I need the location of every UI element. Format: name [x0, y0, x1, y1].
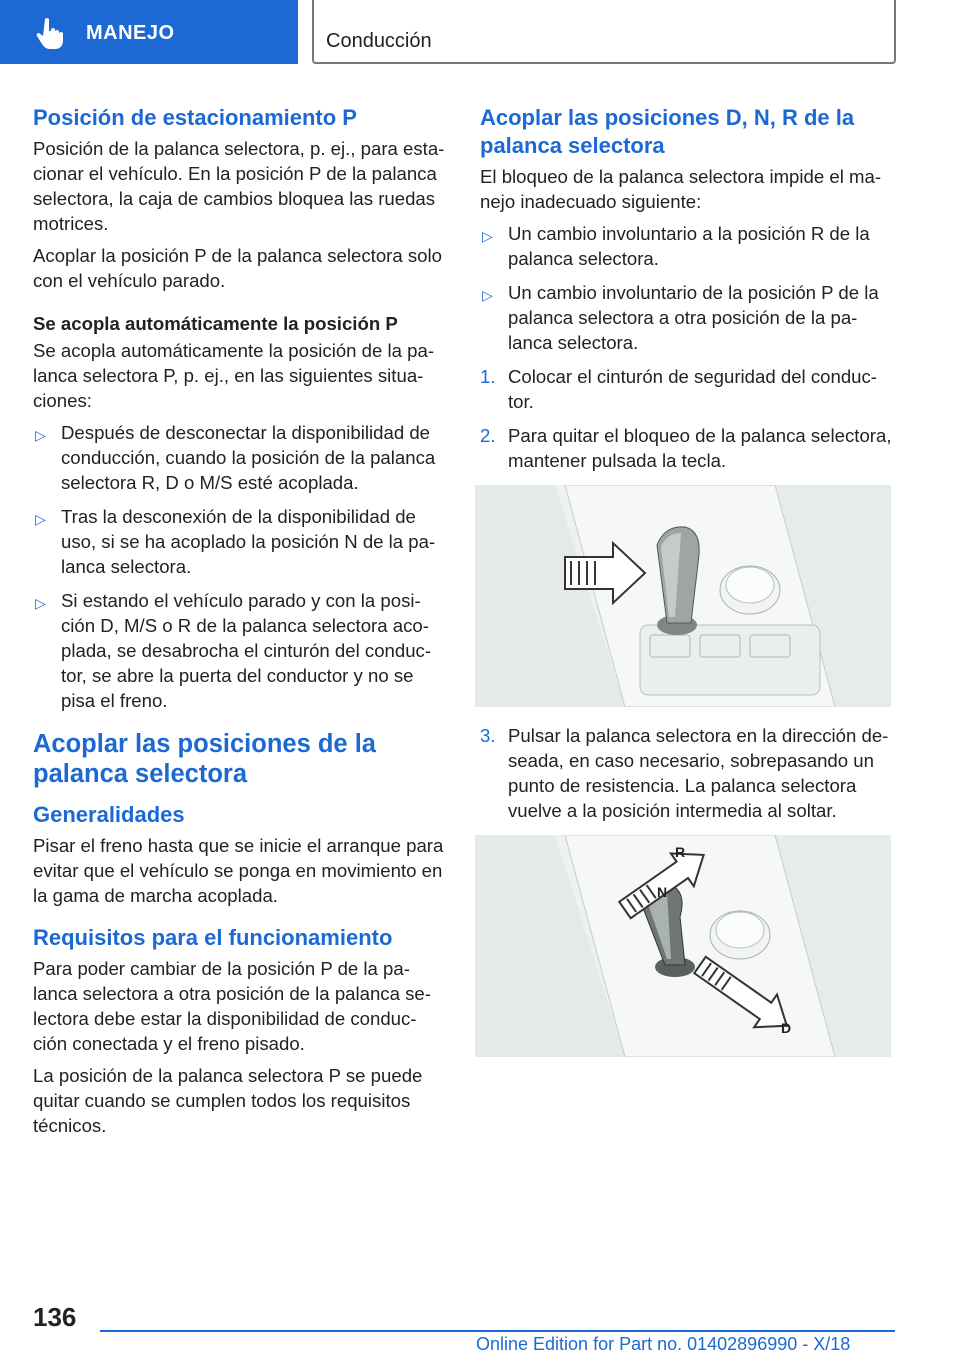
heading-requirements: Requisitos para el funcionamiento [33, 925, 393, 950]
triangle-bullet-icon: ▷ [482, 287, 493, 303]
heading-engage-positions: Acoplar las posiciones de la palanca selectora [33, 730, 376, 788]
triangle-bullet-icon: ▷ [35, 427, 46, 443]
triangle-bullet-icon: ▷ [482, 228, 493, 244]
list-item: ▷ Después de desconectar la disponibilidad de conducción, cuando la posición de la palanca selectora R, D o M/S esté acoplada. [35, 422, 436, 493]
list-item: ▷ Si estando el vehículo parado y con la posi- ción D, M/S o R de la palanca selectora aco- plada, se desabrocha el cinturón del conduc- tor, se abre la puerta del conductor y no se pisa el freno. [35, 590, 432, 711]
triangle-bullet-icon: ▷ [35, 511, 46, 527]
label-r: R [675, 844, 686, 860]
page-number: 136 [33, 1302, 77, 1332]
step-list [480, 364, 896, 473]
label-d: D [781, 1020, 792, 1036]
gear-selector-directions-illustration [475, 835, 891, 1057]
section-tab[interactable] [0, 0, 298, 64]
heading-dnr: Acoplar las posiciones D, N, R de la palanca selectora [480, 105, 855, 158]
section-label: MANEJO [86, 22, 175, 44]
bullet-list [480, 221, 896, 355]
paragraph: Pisar el freno hasta que se inicie el arranque para evitar que el vehículo se ponga en movimiento en la gama de marcha acoplada. [33, 835, 444, 906]
chapter-label: Conducción [326, 30, 432, 52]
paragraph: El bloqueo de la palanca selectora impide el ma- nejo inadecuado siguiente: [480, 166, 882, 212]
label-n-upper: N [657, 884, 668, 900]
step-list [480, 723, 896, 823]
chapter-header [312, 0, 896, 64]
list-item: ▷ Tras la desconexión de la disponibilidad de uso, si se ha acoplado la posición N de la pa- lanca selectora. [35, 506, 436, 577]
triangle-bullet-icon: ▷ [35, 595, 46, 611]
paragraph: Se acopla automáticamente la posición de la pa- lanca selectora P, p. ej., en las siguientes situa- ciones: [33, 340, 435, 411]
list-item: ▷ Un cambio involuntario de la posición P de la palanca selectora a otra posición de la pa- lanca selectora. [482, 282, 879, 353]
paragraph: Acoplar la posición P de la palanca selectora solo con el vehículo parado. [33, 245, 442, 291]
gear-selector-unlock-illustration [475, 485, 891, 707]
pointing-hand-icon [34, 16, 68, 50]
paragraph: La posición de la palanca selectora P se puede quitar cuando se cumplen todos los requisitos técnicos. [33, 1065, 423, 1136]
paragraph: Posición de la palanca selectora, p. ej., para esta- cionar el vehículo. En la posición P de la palanca selectora, la caja de cambios bloquea las ruedas motrices. [33, 138, 445, 234]
step-item: 3. Pulsar la palanca selectora en la dirección de- seada, en caso necesario, sobrepasando un punto de resistencia. La palanca selectora vuelve a la posición intermedia al soltar. [480, 725, 889, 821]
list-item: ▷ Un cambio involuntario a la posición R de la palanca selectora. [482, 223, 870, 269]
paragraph: Para poder cambiar de la posición P de la pa- lanca selectora a otra posición de la palanca se- lectora debe estar la disponibilidad de conduc- ción conectada y el freno pisado. [33, 958, 431, 1054]
step-item: 1. Colocar el cinturón de seguridad del conduc- tor. [480, 366, 877, 412]
left-column [33, 104, 449, 1145]
bullet-list [33, 420, 449, 713]
footer-rule [100, 1330, 895, 1332]
heading-general: Generalidades [33, 802, 185, 827]
heading-park-position: Posición de estacionamiento P [33, 105, 357, 130]
step-item: 2. Para quitar el bloqueo de la palanca selectora, mantener pulsada la tecla. [480, 425, 892, 471]
heading-auto-park: Se acopla automáticamente la posición P [33, 313, 398, 334]
right-column [480, 104, 896, 1073]
footer-edition: Online Edition for Part no. 01402896990 - X/18 [476, 1334, 851, 1354]
